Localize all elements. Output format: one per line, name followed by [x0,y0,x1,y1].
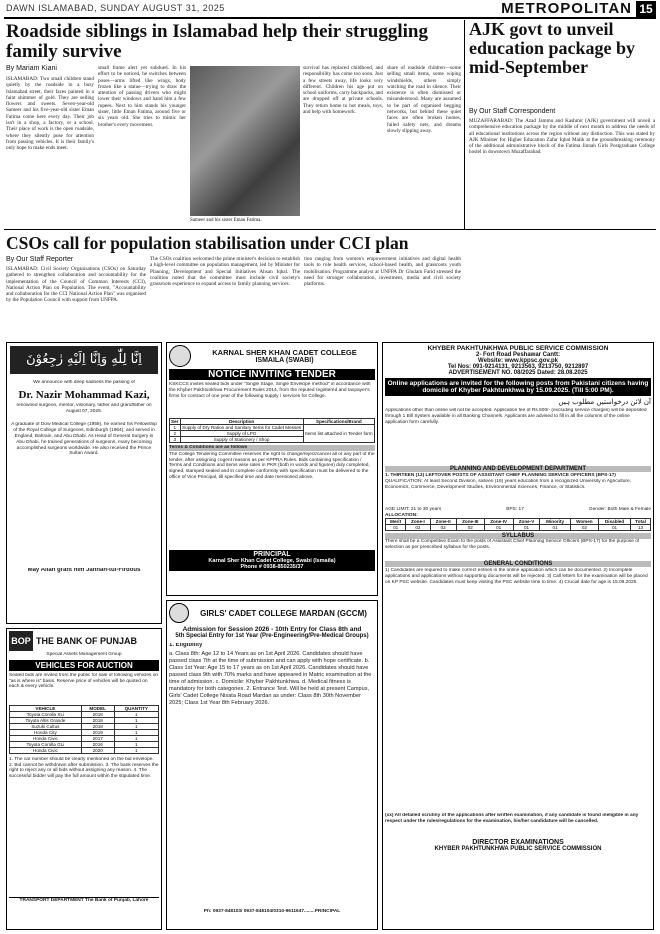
kppsc-site: Website: www.kppsc.gov.pk [478,358,558,364]
tender-phone: Phone # 0938-850235/37 [240,563,304,570]
gccm-sub2: 5th Special Entry for 1st Year (Pre-Engineering/Pre-Medical Groups) [175,633,369,639]
kppsc-syllabus: SYLLABUS [385,533,651,539]
bank-intro: Sealed bids are invited from the public for sale of following vehicles on "as is where is" basis. Reserve price of vehicles will be quoted on each & every vehicle. [9,672,159,690]
table-row [170,425,375,431]
bank-sub: Special Assets Management Group [46,652,122,657]
story3-col1: ISLAMABAD: Civil Society Organisations (CSOs) on Saturday gathered to strengthen collaboration and accountability for the implementation of the Council of Common Interests (CCI), National Action Plan on Population. The event, "Accountability and collaboration for the CCI National Action Plan" was organised by the Population Council with support from UNFPA. [6,266,146,304]
story2-headline: AJK govt to unveil education package by mid-September [469,19,636,77]
tender-school: KARNAL SHER KHAN CADET COLLEGE [212,348,357,357]
page-number: 15 [636,1,656,17]
th: Total [631,519,651,525]
cell: 1 [114,729,158,735]
cell: 13 [631,525,651,531]
th: Specifications/Brand [303,419,374,425]
cell: 02 [570,525,598,531]
cell: Supply of Stationery / Shop [180,437,303,443]
cell: 2017 [81,735,114,741]
story1-col3: survival has replaced childhood, and responsibility has come too soon. Just a few streets away, life looks very different. Children his age put on school uniforms, carry backpacks, and are dropped off at private schools. They return home to hot meals, toys, and help with homework. [303,65,383,116]
story1-col4: share of roadside children—some selling small items, some wiping windshields, others simply watching the road in silence. Their existence is often dismissed or misunderstood. Many are assumed to be part of organised begging networks, but behind these quiet faces are often broken homes, failed safety nets, and dreams slowly slipping away. [387,65,461,134]
story3-col2: The CSOs coalition welcomed the prime minister's decision to establish a high-level committee on population management, led by Minister for Planning, Development and Special Initiatives Ahsan Iqbal. The coalition noted that the committee must include civil society's grassroots experience to expand access to family planning services. [150,256,300,288]
kppsc-banner: Online applications are invited for the following posts from Pakistani citizens having domicile of Khyber Pakhtunkhwa by 15.09.2025. (Till 5:00 PM). [385,378,651,396]
kppsc-post: 1. THIRTEEN (13) LEFTOVER POSTS OF ASSISTANT CHIEF PLANNING SERVICE OFFICERS (BPS-17) [385,473,616,478]
bank-th-vehicle: VEHICLE [10,705,82,711]
cell: Supply of LPG [180,431,303,437]
kppsc-director: DIRECTOR EXAMINATIONS [472,839,564,847]
story1-headline: Roadside siblings in Islamabad help their struggling family survive [6,21,428,62]
obituary-name: Dr. Nazir Mohammad Kazi, [18,388,150,401]
cell: 3 [170,437,181,443]
story1-col1: ISLAMABAD: Two small children stand quietly by the roadside in a busy Islamabad street, their faces painted in a faint shimmer of gold. They are selling flowers and sweets. Seven-year-old Sameer and his five-year-old sister Eman Fatima come here every day. Their job isn't in a shop, a factory, or a school. Their place of work is the open roadside, where they silently pose for attention from passing vehicles. It is their family's only hope to make ends meet. [6,76,94,152]
cell: Toyota Corolla GLi [10,741,82,747]
cell: Supply of Dry Ration and Sanitary Items for Cadet Messes [180,425,303,431]
cell: 1 [114,741,158,747]
gccm-elig: 1. Eligibility [169,643,203,648]
obituary-ad [6,342,162,624]
obituary-body: A graduate of Dow Medical College (1958), he earned his Fellowship of the Royal College of Surgeons, Edinburgh (1964), and served in England, Bahrain, and Abu Dhabi. As Head of General Surgery in Abu Dhabi, he trained generations of surgeons, many becoming accomplished surgeons worldwide. He also received the Prince Sultan Award. [11,422,157,457]
cell: 2019 [81,729,114,735]
kppsc-bps: BPS: 17 [506,506,524,512]
cell: 2018 [81,711,114,717]
bank-footer: TRANSPORT DEPARTMENT The Bank of Punjab, Lahore [9,897,159,904]
gccm-body: a. Class 8th: Age 12 to 14 Years as on 1st April 2026. Candidates should have passed class 7th at the time of submission and can apply with hope certificate. b. Class 1st Year: Age 15 to 17 years as on 1st April 2026. Candidates should have passed class 9th with 70% marks and have appeared in Matric examination at the time of admission. c. Domicile: Khyber Pakhtunkhwa. d. Medical fitness is mandatory for both categories. 2. Entrance Test. Will be held at present Campus, Girls' Cadet College Nisata Road Mardan as under: Class 8th 30th November 2025; Class 1st Year 8th February 2026. [169,650,372,706]
kppsc-ad [382,342,654,930]
tender-addr: Karnal Sher Khan Cadet College, Swabi (Ismaila) [208,557,336,564]
tender-ad [166,342,378,596]
gccm-contact: Ph: 0937-848103/ 0937-848104/0310-9611647........PRINCIPAL [203,908,341,914]
obituary-arabic: اِنَّا لِلّٰهِ وَاِنَّا اِلَیْهِ رٰجِعُوْنَ [10,346,158,374]
story3-col3: tion ranging from women's empowerment initiatives and digital health tools to role health services, school-based health, and grassroots youth mobilisation. Programme analyst at UNFPA Dr Ghulam Farid stressed the need for stronger collaboration, investment, media and civil society platforms. [304,256,461,288]
kppsc-notes: Applications other than online will not be accepted. Application fee of Rs.500/- (excluding service charges) will be deposited through 1 Bill System available in all Banking Channels. Applicants are advised to fill in all the columns of the online application form carefully. [385,408,647,425]
masthead-date: DAWN ISLAMABAD, SUNDAY AUGUST 31, 2025 [6,3,225,13]
kppsc-addr: 2- Fort Road Peshawar Cantt: [475,352,560,358]
tender-title: NOTICE INVITING TENDER [169,369,375,380]
bank-ad [6,628,162,930]
kppsc-org: KHYBER PAKHTUNKHWA PUBLIC SERVICE COMMISSION [427,345,609,352]
story3-byline: By Our Staff Reporter [6,256,74,263]
gccm-title: GIRLS' CADET COLLEGE MARDAN (GCCM) [200,608,367,618]
th: Disabled [599,519,631,525]
section-title: METROPOLITAN [501,0,632,17]
cell: 01 [599,525,631,531]
cell: 1 [114,747,158,753]
tender-table [169,418,375,443]
obituary-desc: renowned surgeon, mentor, visionary, father and grandfather on August 07, 2025. [16,402,152,414]
story1-photo-caption: Sameer and his sister Eman Fatima. [190,218,262,223]
th: Ser [171,419,179,424]
th: Zone-I [406,519,430,525]
story1-byline: By Mariam Kiani [6,65,57,72]
story2-byline: By Our Staff Correspondent [469,108,556,115]
cell: Honda City [10,729,82,735]
cell: 1 [114,735,158,741]
college-crest-icon [169,345,191,367]
th: Zone-II [430,519,456,525]
tender-terms: The College Tendering Committee reserves the right to change/reject/cancel all or any part of the tender, after assigning cogent reasons as per KPPRA Rules. Bids containing specification / Terms and Conditions and items wise rates in PKR (both in words and figures) duly completed, signed, stamped sealed and in complete conformity with specification must be delivered to the office of Vice Principal, till specified time and date mentioned above. [169,451,375,480]
th: Zone-IV [484,519,513,525]
cell: Toyota Corolla XLi [10,711,82,717]
cell: Items list attached in Tender form [303,425,374,443]
tender-city: ISMAILA (SWABI) [255,357,314,364]
bank-vehicle-table [9,705,159,754]
cell: Suzuki Cultus [10,723,82,729]
kppsc-urdu: آن لائن درخواستیں مطلوب ہیں [558,398,651,406]
cell: 01 [513,525,540,531]
kppsc-age: AGE LIMIT: 21 to 30 years [385,506,442,512]
cell: 02 [456,525,484,531]
story3-headline: CSOs call for population stabilisation under CCI plan [6,233,409,253]
cell: 01 [386,525,406,531]
gccm-ad [166,600,378,930]
kppsc-dir-org: KHYBER PAKHTUNKHWA PUBLIC SERVICE COMMISSION [434,846,602,853]
story1-col2: small frame alert yet subdued. In his effort to be noticed, he switches between poses—arms lifted like wings, body frozen like a statue—trying to draw the attention of passing drivers who might lower their windows and hand him a few rupees. Next to him stands his younger sister, little Eman Fatima, around five or six years old. She tries to mimic her brother's every movement. [98,65,186,128]
cell: 2018 [81,717,114,723]
cell: 2018 [81,723,114,729]
cell: 01 [540,525,570,531]
kppsc-alloc-table [385,518,651,531]
cell: 2020 [81,747,114,753]
bank-logo: BOP [9,631,33,651]
kppsc-dept: PLANNING AND DEVELOPMENT DEPARTMENT [385,466,651,472]
kppsc-gc: GENERAL CONDITIONS [385,561,651,567]
cell: Toyota Altis Grande [10,717,82,723]
cell: 01 [484,525,513,531]
kppsc-qual: QUALIFICATION: At least Second Division, sixteen (16) years education from a recognized University in Agriculture, Economics, Commerce, Development Studies, Environmental Sciences, Finance, or Statistics. [385,478,631,490]
kppsc-alloc-title: ALLOCATION: [385,512,418,518]
cell: 1 [114,711,158,717]
cell: Honda Civic [10,735,82,741]
th: Merit [386,519,406,525]
cell: 02 [406,525,430,531]
cell: 2016 [81,741,114,747]
kppsc-syl-text: There shall be a Competitive Exam to the posts of Assistant Chief Planning Service Officers (BPS-17) for the purpose of selection as per prescribed syllabus for the posts. [385,539,640,551]
kppsc-gc-text: 1) Candidates are required to make correct entries in the online application which can be documented. 2) Incomplete applications and applications without supporting documents will be rejected. 3) Call letters for the examination will be placed on KP PSC website. Candidates must keep visiting the PSC website time to time. 4) Crucial date for age is 15.09.2025. [385,568,648,585]
kppsc-adno: ADVERTISEMENT NO. 08/2025 Dated: 28.08.2025 [448,370,588,376]
bank-terms: 1. The car number should be clearly mentioned on the bid envelope. 2. Bid cannot be withdrawn after submission. 3. The bank reserves the right to reject any or all bids without assigning any reason. 4. The successful bidder will pay the full amount within the stipulated time. [9,756,159,780]
tender-terms-title: Terms & Conditions are as follows [169,445,375,451]
table-row [386,525,651,531]
kppsc-tel: Tel Nos: 091-9214131, 9213563, 9213750, 9212897 [447,364,589,370]
bank-th-qty: QUANTITY [114,705,158,711]
cell: 2 [170,431,181,437]
story1-photo [190,66,300,216]
kppsc-final: (xx) All detailed scrutiny of the applications after written examination, if any candidate is found ineligible in any respect under the rules/regulations for the examination, his/her candidature will be cancelled. [385,813,639,825]
obituary-intro: We announce with deep sadness the passing of [33,380,135,385]
tender-principal: PRINCIPAL [253,550,291,558]
kppsc-gender: Gender: Both Male & Female [588,506,651,512]
th: Description [180,419,303,425]
cell: 1 [170,425,181,431]
th: Minority [540,519,570,525]
cell: 02 [430,525,456,531]
bank-th-model: MODEL [81,705,114,711]
th: Women [570,519,598,525]
th: Zone-III [456,519,484,525]
cell: 1 [114,717,158,723]
th: Zone-V [513,519,540,525]
cell: Honda Civic [10,747,82,753]
tender-intro: KSKCCS invites sealed bids under "Single Stage, Single Envelope method" in accordance with the Khyber Pakhtunkhwa Procurement Rules 2014, from the reputed registered and taxpayer's firms for contract of one year of the following supply / services for College. [169,382,371,399]
cell: 1 [114,723,158,729]
gccm-crest-icon [169,603,189,623]
bank-name: THE BANK OF PUNJAB [36,636,138,646]
gccm-sub1: Admission for Session 2026 - 10th Entry for Class 8th and [182,626,362,633]
obituary-prayer: May Allah grant him Jannah-tul-Firdous [27,568,141,574]
story2-body: MUZAFFARABAD: The Azad Jammu and Kashmir (AJK) government will unveil a comprehensive education package by the middle of next month to address the needs of all educational institutions across the region without any distinction. This was stated by AJK Minister for Higher Education Zafar Iqbal Malik at the groundbreaking ceremony of the additional administrative block of the Fatima Jinnah Girls Postgraduate College hostel in downtown Muzaffarabad. [469,118,655,156]
bank-title: VEHICLES FOR AUCTION [9,660,159,671]
table-row [10,747,159,753]
